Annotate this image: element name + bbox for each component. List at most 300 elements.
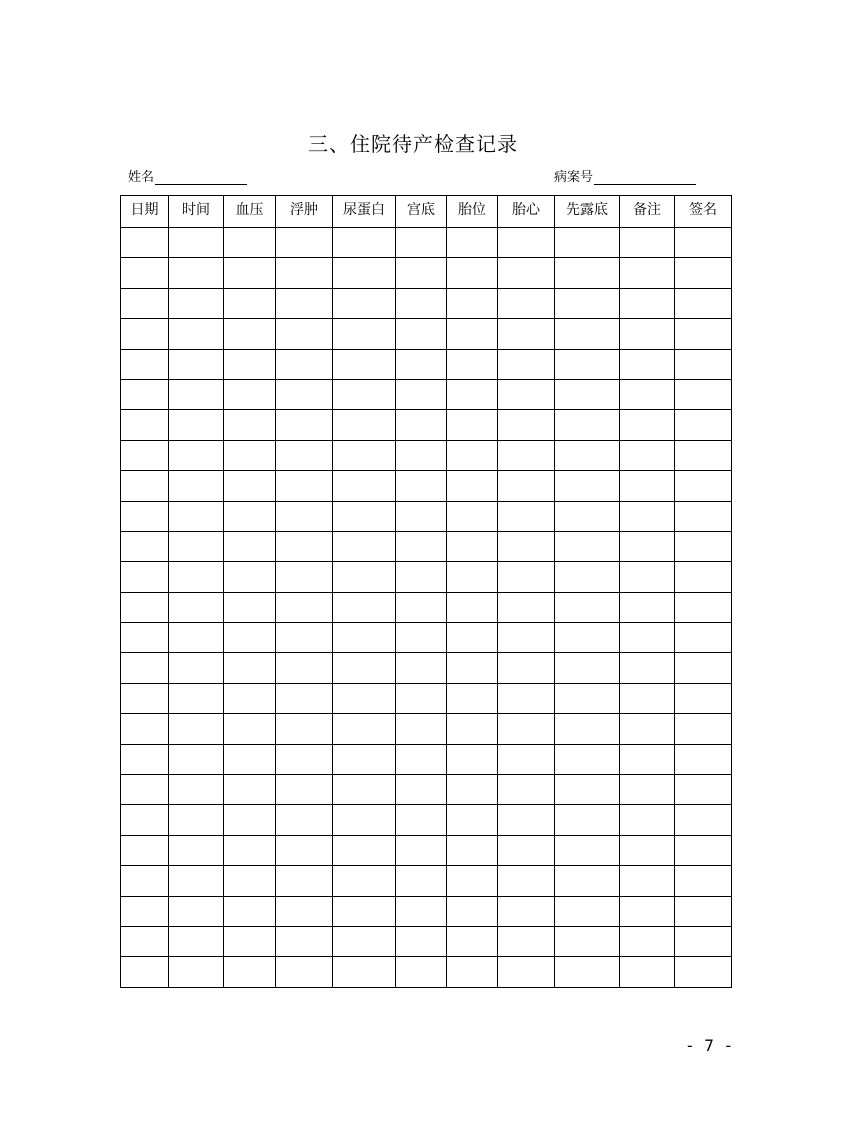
table-cell[interactable] — [447, 288, 498, 318]
table-cell[interactable] — [555, 926, 620, 956]
table-cell[interactable] — [620, 926, 675, 956]
table-cell[interactable] — [224, 775, 276, 805]
table-cell[interactable] — [498, 896, 555, 926]
table-cell[interactable] — [224, 531, 276, 561]
table-cell[interactable] — [169, 835, 224, 865]
exam-record-table — [120, 195, 732, 988]
table-cell[interactable] — [396, 653, 447, 683]
table-cell[interactable] — [555, 623, 620, 653]
table-cell[interactable] — [555, 379, 620, 409]
page-title: 三、住院待产检查记录 — [308, 132, 518, 156]
table-cell[interactable] — [276, 957, 333, 987]
table-cell[interactable] — [121, 592, 169, 622]
table-cell[interactable] — [396, 623, 447, 653]
table-cell[interactable] — [498, 501, 555, 531]
table-cell[interactable] — [333, 653, 396, 683]
table-cell[interactable] — [169, 562, 224, 592]
table-cell[interactable] — [333, 410, 396, 440]
table-cell[interactable] — [169, 228, 224, 258]
table-row — [121, 835, 732, 865]
table-cell[interactable] — [447, 562, 498, 592]
table-cell[interactable] — [224, 258, 276, 288]
table-cell[interactable] — [675, 258, 732, 288]
table-cell[interactable] — [224, 228, 276, 258]
patient-name-blank[interactable] — [155, 169, 247, 185]
table-cell[interactable] — [555, 349, 620, 379]
table-cell[interactable] — [224, 683, 276, 713]
table-cell[interactable] — [620, 866, 675, 896]
table-row — [121, 288, 732, 318]
table-body — [121, 228, 732, 988]
table-cell[interactable] — [333, 714, 396, 744]
table-cell[interactable] — [333, 896, 396, 926]
table-cell[interactable] — [169, 957, 224, 987]
table-cell[interactable] — [620, 835, 675, 865]
table-cell[interactable] — [396, 744, 447, 774]
table-cell[interactable] — [620, 562, 675, 592]
table-cell[interactable] — [169, 592, 224, 622]
col-header-presentation: 先露底 — [555, 196, 620, 228]
table-cell[interactable] — [276, 775, 333, 805]
table-cell[interactable] — [447, 410, 498, 440]
table-cell[interactable] — [333, 288, 396, 318]
table-cell[interactable] — [447, 957, 498, 987]
col-header-fetal-position: 胎位 — [447, 196, 498, 228]
table-cell[interactable] — [447, 228, 498, 258]
table-cell[interactable] — [333, 805, 396, 835]
table-cell[interactable] — [224, 957, 276, 987]
table-cell[interactable] — [396, 835, 447, 865]
table-cell[interactable] — [121, 349, 169, 379]
table-cell[interactable] — [333, 349, 396, 379]
table-cell[interactable] — [169, 714, 224, 744]
table-cell[interactable] — [396, 866, 447, 896]
table-cell[interactable] — [276, 410, 333, 440]
table-cell[interactable] — [121, 744, 169, 774]
col-header-time: 时间 — [169, 196, 224, 228]
table-cell[interactable] — [498, 531, 555, 561]
table-cell[interactable] — [224, 349, 276, 379]
table-cell[interactable] — [620, 896, 675, 926]
table-cell[interactable] — [224, 379, 276, 409]
table-cell[interactable] — [447, 805, 498, 835]
table-cell[interactable] — [620, 319, 675, 349]
table-cell[interactable] — [396, 258, 447, 288]
table-cell[interactable] — [396, 471, 447, 501]
table-cell[interactable] — [169, 319, 224, 349]
table-cell[interactable] — [333, 319, 396, 349]
table-cell[interactable] — [396, 683, 447, 713]
table-cell[interactable] — [121, 471, 169, 501]
table-cell[interactable] — [169, 683, 224, 713]
table-cell[interactable] — [675, 228, 732, 258]
table-cell[interactable] — [675, 592, 732, 622]
table-cell[interactable] — [675, 835, 732, 865]
table-cell[interactable] — [121, 258, 169, 288]
table-cell[interactable] — [224, 714, 276, 744]
table-cell[interactable] — [396, 957, 447, 987]
table-cell[interactable] — [555, 319, 620, 349]
table-row — [121, 683, 732, 713]
table-cell[interactable] — [396, 228, 447, 258]
table-cell[interactable] — [447, 349, 498, 379]
table-cell[interactable] — [447, 501, 498, 531]
table-cell[interactable] — [121, 714, 169, 744]
table-cell[interactable] — [169, 471, 224, 501]
table-cell[interactable] — [498, 471, 555, 501]
table-cell[interactable] — [333, 531, 396, 561]
table-cell[interactable] — [224, 866, 276, 896]
table-cell[interactable] — [121, 501, 169, 531]
table-cell[interactable] — [620, 775, 675, 805]
table-cell[interactable] — [276, 592, 333, 622]
table-cell[interactable] — [620, 957, 675, 987]
table-cell[interactable] — [498, 653, 555, 683]
table-cell[interactable] — [396, 288, 447, 318]
table-cell[interactable] — [396, 379, 447, 409]
table-cell[interactable] — [276, 379, 333, 409]
table-cell[interactable] — [224, 501, 276, 531]
table-cell[interactable] — [169, 653, 224, 683]
table-cell[interactable] — [169, 623, 224, 653]
table-cell[interactable] — [555, 714, 620, 744]
table-row — [121, 258, 732, 288]
table-cell[interactable] — [675, 744, 732, 774]
table-cell[interactable] — [620, 744, 675, 774]
table-cell[interactable] — [620, 440, 675, 470]
table-cell[interactable] — [169, 501, 224, 531]
table-cell[interactable] — [675, 471, 732, 501]
table-cell[interactable] — [620, 471, 675, 501]
table-cell[interactable] — [396, 349, 447, 379]
table-cell[interactable] — [169, 349, 224, 379]
table-cell[interactable] — [447, 623, 498, 653]
table-cell[interactable] — [224, 926, 276, 956]
page-number: - 7 - — [685, 1036, 734, 1055]
table-cell[interactable] — [555, 805, 620, 835]
table-cell[interactable] — [498, 440, 555, 470]
table-cell[interactable] — [620, 501, 675, 531]
table-cell[interactable] — [675, 562, 732, 592]
table-cell[interactable] — [498, 288, 555, 318]
table-cell[interactable] — [276, 501, 333, 531]
table-cell[interactable] — [121, 288, 169, 318]
table-cell[interactable] — [620, 349, 675, 379]
table-cell[interactable] — [121, 683, 169, 713]
table-cell[interactable] — [169, 379, 224, 409]
table-cell[interactable] — [675, 319, 732, 349]
table-cell[interactable] — [396, 926, 447, 956]
table-cell[interactable] — [276, 714, 333, 744]
table-cell[interactable] — [447, 471, 498, 501]
table-cell[interactable] — [498, 228, 555, 258]
table-cell[interactable] — [620, 228, 675, 258]
table-cell[interactable] — [276, 440, 333, 470]
table-cell[interactable] — [276, 835, 333, 865]
table-cell[interactable] — [498, 258, 555, 288]
table-cell[interactable] — [555, 258, 620, 288]
table-cell[interactable] — [675, 926, 732, 956]
table-cell[interactable] — [224, 410, 276, 440]
table-cell[interactable] — [675, 683, 732, 713]
table-cell[interactable] — [675, 349, 732, 379]
table-cell[interactable] — [447, 319, 498, 349]
table-cell[interactable] — [498, 866, 555, 896]
table-cell[interactable] — [555, 835, 620, 865]
table-cell[interactable] — [276, 471, 333, 501]
table-cell[interactable] — [333, 379, 396, 409]
table-cell[interactable] — [447, 926, 498, 956]
table-cell[interactable] — [276, 744, 333, 774]
table-cell[interactable] — [121, 957, 169, 987]
table-cell[interactable] — [396, 410, 447, 440]
table-cell[interactable] — [224, 471, 276, 501]
table-row — [121, 471, 732, 501]
table-cell[interactable] — [555, 562, 620, 592]
table-cell[interactable] — [224, 653, 276, 683]
table-cell[interactable] — [620, 653, 675, 683]
table-cell[interactable] — [121, 805, 169, 835]
table-cell[interactable] — [620, 379, 675, 409]
table-cell[interactable] — [276, 866, 333, 896]
table-cell[interactable] — [333, 228, 396, 258]
table-cell[interactable] — [498, 744, 555, 774]
table-cell[interactable] — [169, 926, 224, 956]
table-cell[interactable] — [121, 653, 169, 683]
table-cell[interactable] — [675, 501, 732, 531]
table-cell[interactable] — [498, 319, 555, 349]
table-cell[interactable] — [224, 562, 276, 592]
table-cell[interactable] — [224, 319, 276, 349]
table-cell[interactable] — [396, 562, 447, 592]
table-cell[interactable] — [675, 866, 732, 896]
table-cell[interactable] — [224, 440, 276, 470]
table-cell[interactable] — [555, 228, 620, 258]
table-cell[interactable] — [675, 653, 732, 683]
table-cell[interactable] — [396, 592, 447, 622]
table-row — [121, 744, 732, 774]
col-header-fundal-height: 宫底 — [396, 196, 447, 228]
table-cell[interactable] — [276, 258, 333, 288]
table-cell[interactable] — [396, 440, 447, 470]
table-cell[interactable] — [555, 592, 620, 622]
table-cell[interactable] — [169, 531, 224, 561]
table-cell[interactable] — [276, 623, 333, 653]
table-cell[interactable] — [555, 410, 620, 440]
table-cell[interactable] — [555, 683, 620, 713]
table-cell[interactable] — [333, 623, 396, 653]
table-cell[interactable] — [169, 410, 224, 440]
table-cell[interactable] — [169, 805, 224, 835]
table-cell[interactable] — [224, 805, 276, 835]
table-cell[interactable] — [169, 288, 224, 318]
table-cell[interactable] — [620, 288, 675, 318]
table-cell[interactable] — [447, 258, 498, 288]
table-cell[interactable] — [121, 896, 169, 926]
table-cell[interactable] — [224, 835, 276, 865]
table-cell[interactable] — [447, 744, 498, 774]
table-cell[interactable] — [447, 775, 498, 805]
table-cell[interactable] — [675, 531, 732, 561]
table-cell[interactable] — [276, 896, 333, 926]
case-number-blank[interactable] — [594, 169, 696, 185]
table-cell[interactable] — [447, 531, 498, 561]
table-cell[interactable] — [396, 896, 447, 926]
table-cell[interactable] — [333, 835, 396, 865]
table-cell[interactable] — [447, 896, 498, 926]
table-cell[interactable] — [333, 866, 396, 896]
table-cell[interactable] — [675, 775, 732, 805]
table-cell[interactable] — [498, 805, 555, 835]
table-cell[interactable] — [675, 896, 732, 926]
table-cell[interactable] — [620, 805, 675, 835]
table-cell[interactable] — [555, 440, 620, 470]
table-cell[interactable] — [447, 714, 498, 744]
table-cell[interactable] — [675, 410, 732, 440]
table-cell[interactable] — [498, 683, 555, 713]
table-cell[interactable] — [121, 319, 169, 349]
table-cell[interactable] — [498, 835, 555, 865]
table-cell[interactable] — [620, 258, 675, 288]
table-cell[interactable] — [169, 440, 224, 470]
table-cell[interactable] — [121, 410, 169, 440]
table-cell[interactable] — [675, 805, 732, 835]
table-cell[interactable] — [121, 562, 169, 592]
table-row — [121, 562, 732, 592]
table-cell[interactable] — [276, 349, 333, 379]
table-cell[interactable] — [396, 531, 447, 561]
table-cell[interactable] — [169, 775, 224, 805]
table-cell[interactable] — [224, 896, 276, 926]
table-cell[interactable] — [224, 744, 276, 774]
table-cell[interactable] — [224, 623, 276, 653]
table-cell[interactable] — [498, 379, 555, 409]
table-cell[interactable] — [447, 835, 498, 865]
table-cell[interactable] — [333, 775, 396, 805]
table-cell[interactable] — [620, 623, 675, 653]
table-cell[interactable] — [675, 288, 732, 318]
case-number-label: 病案号 — [554, 170, 594, 185]
table-cell[interactable] — [224, 288, 276, 318]
table-cell[interactable] — [276, 926, 333, 956]
table-cell[interactable] — [333, 957, 396, 987]
table-cell[interactable] — [121, 926, 169, 956]
table-cell[interactable] — [555, 866, 620, 896]
table-cell[interactable] — [620, 531, 675, 561]
table-cell[interactable] — [555, 288, 620, 318]
table-cell[interactable] — [498, 957, 555, 987]
table-cell[interactable] — [555, 653, 620, 683]
table-cell[interactable] — [555, 471, 620, 501]
table-cell[interactable] — [169, 258, 224, 288]
table-cell[interactable] — [498, 592, 555, 622]
table-cell[interactable] — [396, 775, 447, 805]
table-cell[interactable] — [555, 957, 620, 987]
table-cell[interactable] — [121, 623, 169, 653]
table-cell[interactable] — [333, 562, 396, 592]
table-cell[interactable] — [396, 501, 447, 531]
table-cell[interactable] — [620, 592, 675, 622]
table-cell[interactable] — [447, 653, 498, 683]
table-row — [121, 228, 732, 258]
table-cell[interactable] — [498, 926, 555, 956]
table-cell[interactable] — [276, 805, 333, 835]
table-cell[interactable] — [447, 592, 498, 622]
table-cell[interactable] — [333, 471, 396, 501]
table-cell[interactable] — [276, 228, 333, 258]
table-cell[interactable] — [333, 926, 396, 956]
table-cell[interactable] — [333, 744, 396, 774]
table-cell[interactable] — [121, 531, 169, 561]
col-header-remarks: 备注 — [620, 196, 675, 228]
table-cell[interactable] — [333, 258, 396, 288]
table-cell[interactable] — [498, 775, 555, 805]
table-cell[interactable] — [498, 562, 555, 592]
table-row — [121, 410, 732, 440]
table-cell[interactable] — [333, 683, 396, 713]
table-cell[interactable] — [333, 592, 396, 622]
table-cell[interactable] — [675, 440, 732, 470]
table-cell[interactable] — [555, 896, 620, 926]
table-cell[interactable] — [675, 379, 732, 409]
table-cell[interactable] — [396, 805, 447, 835]
table-cell[interactable] — [121, 440, 169, 470]
table-cell[interactable] — [333, 501, 396, 531]
table-cell[interactable] — [620, 683, 675, 713]
table-cell[interactable] — [121, 866, 169, 896]
table-row — [121, 653, 732, 683]
table-cell[interactable] — [498, 623, 555, 653]
table-cell[interactable] — [396, 714, 447, 744]
table-cell[interactable] — [620, 714, 675, 744]
table-cell[interactable] — [276, 562, 333, 592]
table-cell[interactable] — [498, 410, 555, 440]
table-cell[interactable] — [447, 683, 498, 713]
table-cell[interactable] — [620, 410, 675, 440]
table-cell[interactable] — [555, 501, 620, 531]
table-cell[interactable] — [121, 775, 169, 805]
table-cell[interactable] — [121, 835, 169, 865]
col-header-edema: 浮肿 — [276, 196, 333, 228]
table-cell[interactable] — [498, 349, 555, 379]
table-cell[interactable] — [276, 288, 333, 318]
table-cell[interactable] — [276, 531, 333, 561]
table-cell[interactable] — [675, 957, 732, 987]
table-cell[interactable] — [333, 440, 396, 470]
table-cell[interactable] — [555, 744, 620, 774]
table-row — [121, 501, 732, 531]
table-cell[interactable] — [276, 319, 333, 349]
table-cell[interactable] — [396, 319, 447, 349]
table-cell[interactable] — [447, 379, 498, 409]
table-cell[interactable] — [555, 775, 620, 805]
table-cell[interactable] — [121, 379, 169, 409]
table-cell[interactable] — [276, 683, 333, 713]
table-cell[interactable] — [121, 228, 169, 258]
table-cell[interactable] — [675, 714, 732, 744]
table-cell[interactable] — [447, 440, 498, 470]
table-cell[interactable] — [447, 866, 498, 896]
table-cell[interactable] — [169, 744, 224, 774]
table-cell[interactable] — [169, 896, 224, 926]
table-cell[interactable] — [169, 866, 224, 896]
table-cell[interactable] — [276, 653, 333, 683]
table-cell[interactable] — [555, 531, 620, 561]
table-cell[interactable] — [675, 623, 732, 653]
table-cell[interactable] — [498, 714, 555, 744]
table-cell[interactable] — [224, 592, 276, 622]
table-row — [121, 896, 732, 926]
